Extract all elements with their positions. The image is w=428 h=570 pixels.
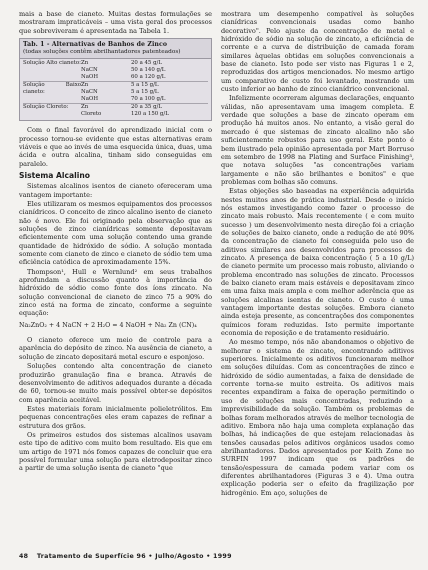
value: 60 a 120 g/L	[131, 74, 166, 81]
paragraph: Thompson¹, Hull e Wernlund² em seus trabalhos aprofundam a discussão quanto à importância do hidróxido de sódio como fonte dos íons zincato. Na solução convencional de cianeto de zinco 75 a 90% do zinco está na forma de zincato, conforme a seguinte equação:	[19, 267, 212, 318]
paragraph: Estes materiais foram inicialmente polieletrólitos. Em pequenas concentrações eles eram capazes de refinar a estrutura dos grãos.	[19, 404, 212, 430]
row-label: Solução Cloreto:	[23, 104, 69, 111]
page-footer	[19, 553, 409, 560]
paragraph: Soluções contendo alta concentração de cianeto produzirão granulação fina e branca. Através de desenvolvimento de aditivos adequados durante a década de 60, tornou-se muito mais possível obter-se depósitos com aparência aceitável.	[19, 362, 212, 404]
component: Cloreto	[81, 111, 102, 118]
section-heading: Sistema Alcalino	[19, 170, 90, 180]
paragraph: Eles utilizaram os mesmos equipamentos dos processos cianídricos. O conceito de zinco alcalino isento de cianeto não é novo. Ele foi originado pela observação que as soluções de zinco cianídricas somente depositavam eficientemente com uma solução contendo uma grande quantidade de hidróxido de sódio. A solução montada somente com cianeto de zinco e cianeto de sódio tem uma eficiência catódica de aproximadamente 15%.	[19, 199, 212, 267]
paragraph: Infelizmente ocorreram algumas declarações, enquanto válidas, não apresentavam uma imagem completa. É verdade que soluções a base de zincato operam em produção há muitos anos. No entanto, a visão geral do mercado é que sistemas de zincato alcalino não são suficientemente robustos para uso geral. Este ponto é bem ilustrado pela opinião apresentada por Mart Borruso em setembro de 1998 na Plating and Surface Finishing³, que notava soluções "as concentrações variam largamente e não são brilhantes e bonitos" e que problemas com bolhas são comuns.	[221, 94, 414, 186]
paragraph: mostrara um desempenho compatível às soluções cianídricas convencionais usadas como banho decorativo". Pelo ajuste da concentração de metal e hidróxido de sódio na solução de zincato, a eficiência de corrente e a curva de distribuição de camada foram similares àquelas obtidas em soluções convencionais a base de cianeto. Isto pode ser visto nas Figuras 1 e 2, reproduzidas dos artigos mencionados. No mesmo artigo um comparativo de custo foi levantado, mostrando um custo inferior ao banho de zinco cianídrico convencional.	[221, 10, 414, 94]
row-values	[131, 60, 208, 81]
table-row	[23, 60, 208, 81]
zinc-bath-table	[19, 38, 212, 121]
table-body	[20, 59, 211, 120]
paragraph: Estas objeções são baseadas na experiência adquirida nestes muitos anos de prática industrial. Desde o início nós estamos investigando como fazer o processo de zincato mais robusto. Mais recentemente ( e com muito sucesso ) um desenvolvimento nesta direção foi a criação de soluções de baixo cianeto, onde a redução de até 90% da concentração de cianeto foi conseguida pelo uso de aditivos similares aos desenvolvidos para processos de zincato. A presença de baixa concentração ( 5 a 10 g/L) de cianeto permite um processo mais robusto, aliviando o problema encontrado nas soluções de zincato. Processos de baixo cianeto eram mais estáveis e depositavam zinco em uma faixa mais ampla e com melhor aderência que as soluções alcalinas isentas de cianeto. O custo é uma vantagem importante destas soluções. Embora cianeto ainda esteja presente, as concentrações dos componentes químicos foram reduzidas. Isto permite importante economia de reposição e de tratamento residuário.	[221, 187, 414, 338]
value: 5 a 15 g/L	[131, 82, 159, 89]
component: Zn	[81, 60, 89, 67]
page-number: 48	[19, 553, 29, 560]
value: 20 a 45 g/L	[131, 60, 162, 67]
table-title-bar	[20, 39, 211, 59]
paragraph: Com o final favorável do aprendizado inicial com o processo tornou-se evidente que estas alternativas eram viáveis e que ao invés de uma esquecida única, duas, uma ácida e outra alcalina, tinham sido conseguidas em paralelo.	[19, 126, 212, 168]
table-title: Tab. 1 - Alternativas de Banhos de Zinco	[23, 41, 168, 49]
row-components	[81, 82, 131, 103]
table-subtitle: (todas soluções contêm abrilhantadores patenteados)	[23, 48, 181, 55]
value: 70 a 100 g/L	[131, 96, 166, 103]
row-label: Solução Baixo cianeto:	[23, 82, 81, 96]
table-row	[23, 81, 208, 103]
row-values	[131, 104, 208, 118]
component: NaOH	[81, 74, 99, 81]
component: Zn	[81, 104, 89, 111]
paragraph: O cianeto oferece um meio de controle para a aparência do depósito de zinco. Na ausência de cianeto, a solução de zincato depositará metal escuro e esponjoso.	[19, 336, 212, 361]
chemical-equation: Na₂ZnO₂ + 4 NaCN + 2 H₂O = 4 NaOH + Na₂ Zn (CN)₄	[19, 321, 197, 329]
row-label: Solução Alto cianeto:	[23, 60, 81, 67]
paragraph: mais a base de cianeto. Muitas destas formulações se mostraram impraticáveis – uma vista geral dos processos que sobreviveram é apresentada na Tabela 1.	[19, 10, 212, 35]
value: 5 a 15 g/L	[131, 89, 159, 96]
value: 20 a 35 g/L	[131, 104, 162, 111]
paragraph: Sistemas alcalinos isentos de cianeto ofereceram uma vantagem importante:	[19, 182, 212, 199]
table-row	[23, 103, 208, 118]
paragraph: Os primeiros estudos dos sistemas alcalinos usavam este tipo de aditivo com muito bom resultado. Eis que em um artigo de 1971 nós fomos capazes de concluir que era possível formular uma solução para eletrodepositar zinco a partir de uma solução isenta de cianeto "que	[19, 430, 212, 473]
paragraph: Ao mesmo tempo, nós não abandonamos o objetivo de melhorar o sistema de zincato, encontrando aditivos superiores. Inicialmente os aditivos funcionaram melhor em soluções diluídas. Com as concentrações de zinco e hidróxido de sódio aumentadas, a faixa de densidade de corrente torna-se muito estreita. Os aditivos mais recentes expandiram a faixa de operação permitindo o uso de soluções mais concentradas, reduzindo a imprevisibilidade da solução. Também os problemas de bolhas foram melhorados através de melhor tecnologia de aditivo. Embora não haja uma completa explanação das bolhas, há indicações de que estejam relacionadas às tensões causadas pelos aditivos orgânicos usados como abrilhantadores. Dados apresentados por Keith Zone no SURFIN 1997 indicam que os padrões de tensão/espessura de camada podem variar com os diferentes abrilhantadores (Figuras 3 e 4). Uma outra explicação poderia ser o efeito da fragilização por hidrogênio. Em aço, soluções de	[221, 338, 414, 497]
row-components	[81, 104, 131, 118]
value: 120 a 150 g/L	[131, 111, 169, 118]
component: NaOH	[81, 96, 99, 103]
left-column	[19, 10, 212, 474]
row-values	[131, 82, 208, 103]
component: NaCN	[81, 67, 98, 74]
component: NaCN	[81, 89, 98, 96]
right-column	[221, 10, 414, 498]
journal-citation: Tratamento de Superfície 96 • Julho/Agosto • 1999	[36, 553, 232, 560]
row-components	[81, 60, 131, 81]
component: Zn	[81, 82, 89, 89]
value: 50 a 140 g/L	[131, 67, 166, 74]
